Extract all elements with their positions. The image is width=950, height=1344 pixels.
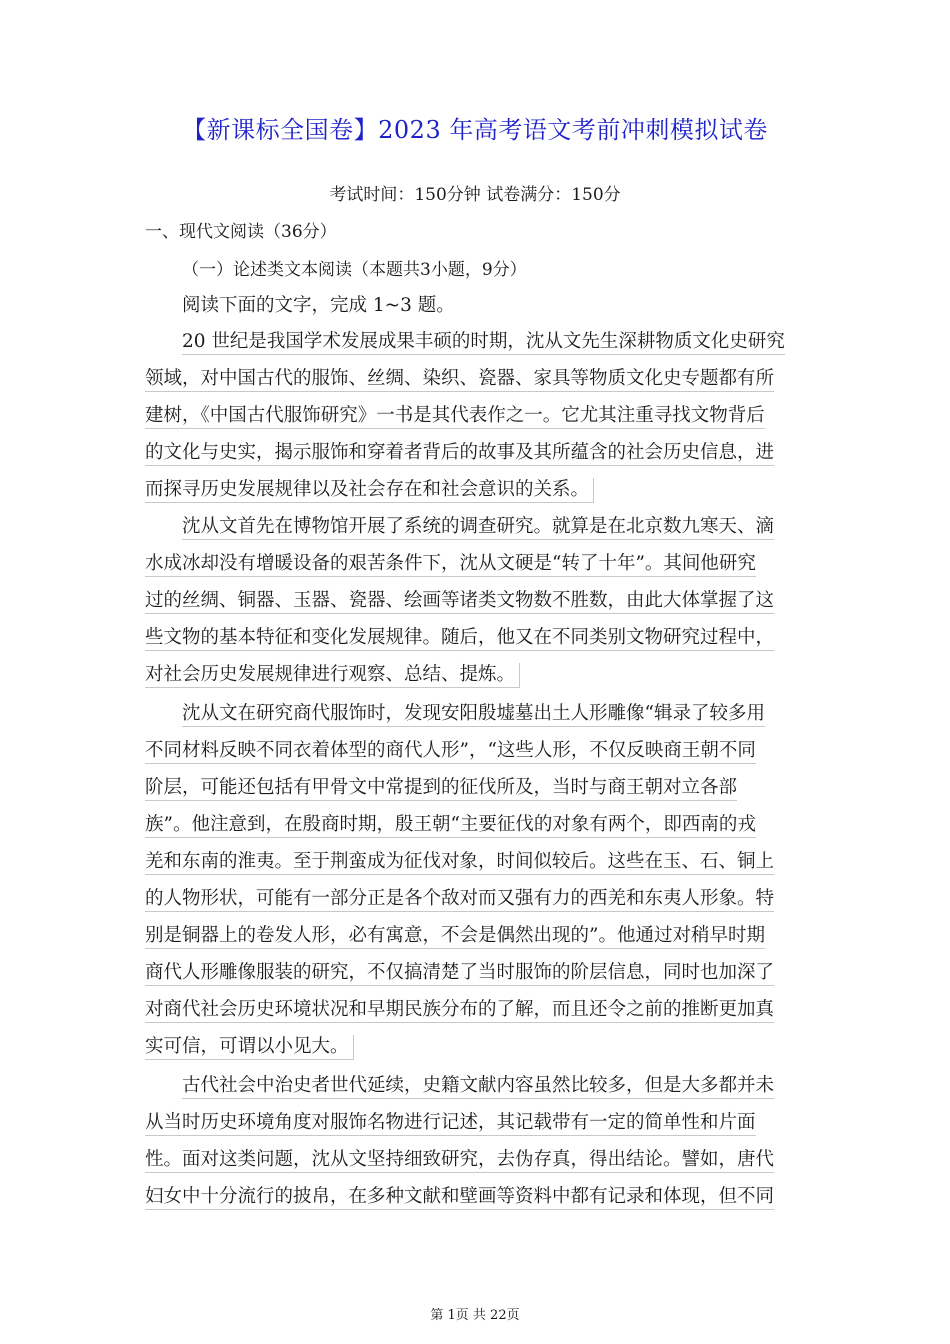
text-line: 从当时历史环境角度对服饰名物进行记述，其记载带有一定的简单性和片面 xyxy=(145,1111,756,1136)
text-line: 古代社会中治史者世代延续，史籍文献内容虽然比较多，但是大多都并未 xyxy=(182,1074,774,1099)
text-line: 过的丝绸、铜器、玉器、瓷器、绘画等诸类文物数不胜数，由此大体掌握了这 xyxy=(145,589,774,614)
text-line: 20 世纪是我国学术发展成果丰硕的时期，沈从文先生深耕物质文化史研究 xyxy=(182,330,785,355)
text-line: 族”。他注意到，在殷商时期，殷王朝“主要征伐的对象有两个，即西南的戎 xyxy=(145,813,756,838)
text-line: 商代人形雕像服装的研究，不仅搞清楚了当时服饰的阶层信息，同时也加深了 xyxy=(145,961,774,986)
text-line: 沈从文在研究商代服饰时，发现安阳殷墟墓出土人形雕像“辑录了较多用 xyxy=(182,702,765,727)
text-line: 而探寻历史发展规律以及社会存在和社会意识的关系。 xyxy=(145,478,594,503)
text-line: 些文物的基本特征和变化发展规律。随后，他又在不同类别文物研究过程中， xyxy=(145,626,774,651)
sub-section-heading: （一）论述类文本阅读（本题共3小题，9分） xyxy=(182,260,527,280)
text-line: 的人物形状，可能有一部分正是各个敌对而又强有力的西羌和东夷人形象。特 xyxy=(145,887,774,912)
page-number: 第 1页 共 22页 xyxy=(430,1308,520,1323)
text-line: 对社会历史发展规律进行观察、总结、提炼。 xyxy=(145,663,520,688)
text-line: 建树，《中国古代服饰研究》一书是其代表作之一。它尤其注重寻找文物背后 xyxy=(145,404,765,429)
page-title: 【新课标全国卷】2023 年高考语文考前冲刺模拟试卷 xyxy=(182,116,768,144)
exam-info: 考试时间：150分钟 试卷满分：150分 xyxy=(329,185,621,205)
text-line: 对商代社会历史环境状况和早期民族分布的了解，而且还令之前的推断更加真 xyxy=(145,998,774,1023)
text-line: 别是铜器上的卷发人形，必有寓意，不会是偶然出现的”。他通过对稍早时期 xyxy=(145,924,765,949)
section-heading: 一、现代文阅读（36分） xyxy=(145,222,337,242)
text-line: 沈从文首先在博物馆开展了系统的调查研究。就算是在北京数九寒天、滴 xyxy=(182,515,774,540)
text-line: 领域，对中国古代的服饰、丝绸、染织、瓷器、家具等物质文化史专题都有所 xyxy=(145,367,774,392)
instruction-text: 阅读下面的文字，完成 1~3 题。 xyxy=(182,295,455,316)
text-line: 实可信，可谓以小见大。 xyxy=(145,1035,354,1060)
text-line: 阶层，可能还包括有甲骨文中常提到的征伐所及，当时与商王朝对立各部 xyxy=(145,776,737,801)
text-line: 妇女中十分流行的披帛，在多种文献和壁画等资料中都有记录和体现，但不同 xyxy=(145,1185,774,1210)
text-line: 水成冰却没有增暖设备的艰苦条件下，沈从文硬是“转了十年”。其间他研究 xyxy=(145,552,756,577)
text-line: 性。面对这类问题，沈从文坚持细致研究，去伪存真，得出结论。譬如，唐代 xyxy=(145,1148,774,1173)
text-line: 不同材料反映不同衣着体型的商代人形”，“这些人形，不仅反映商王朝不同 xyxy=(145,739,756,764)
text-line: 羌和东南的淮夷。至于荆蛮成为征伐对象，时间似较后。这些在玉、石、铜上 xyxy=(145,850,774,875)
text-line: 的文化与史实，揭示服饰和穿着者背后的故事及其所蕴含的社会历史信息，进 xyxy=(145,441,774,466)
